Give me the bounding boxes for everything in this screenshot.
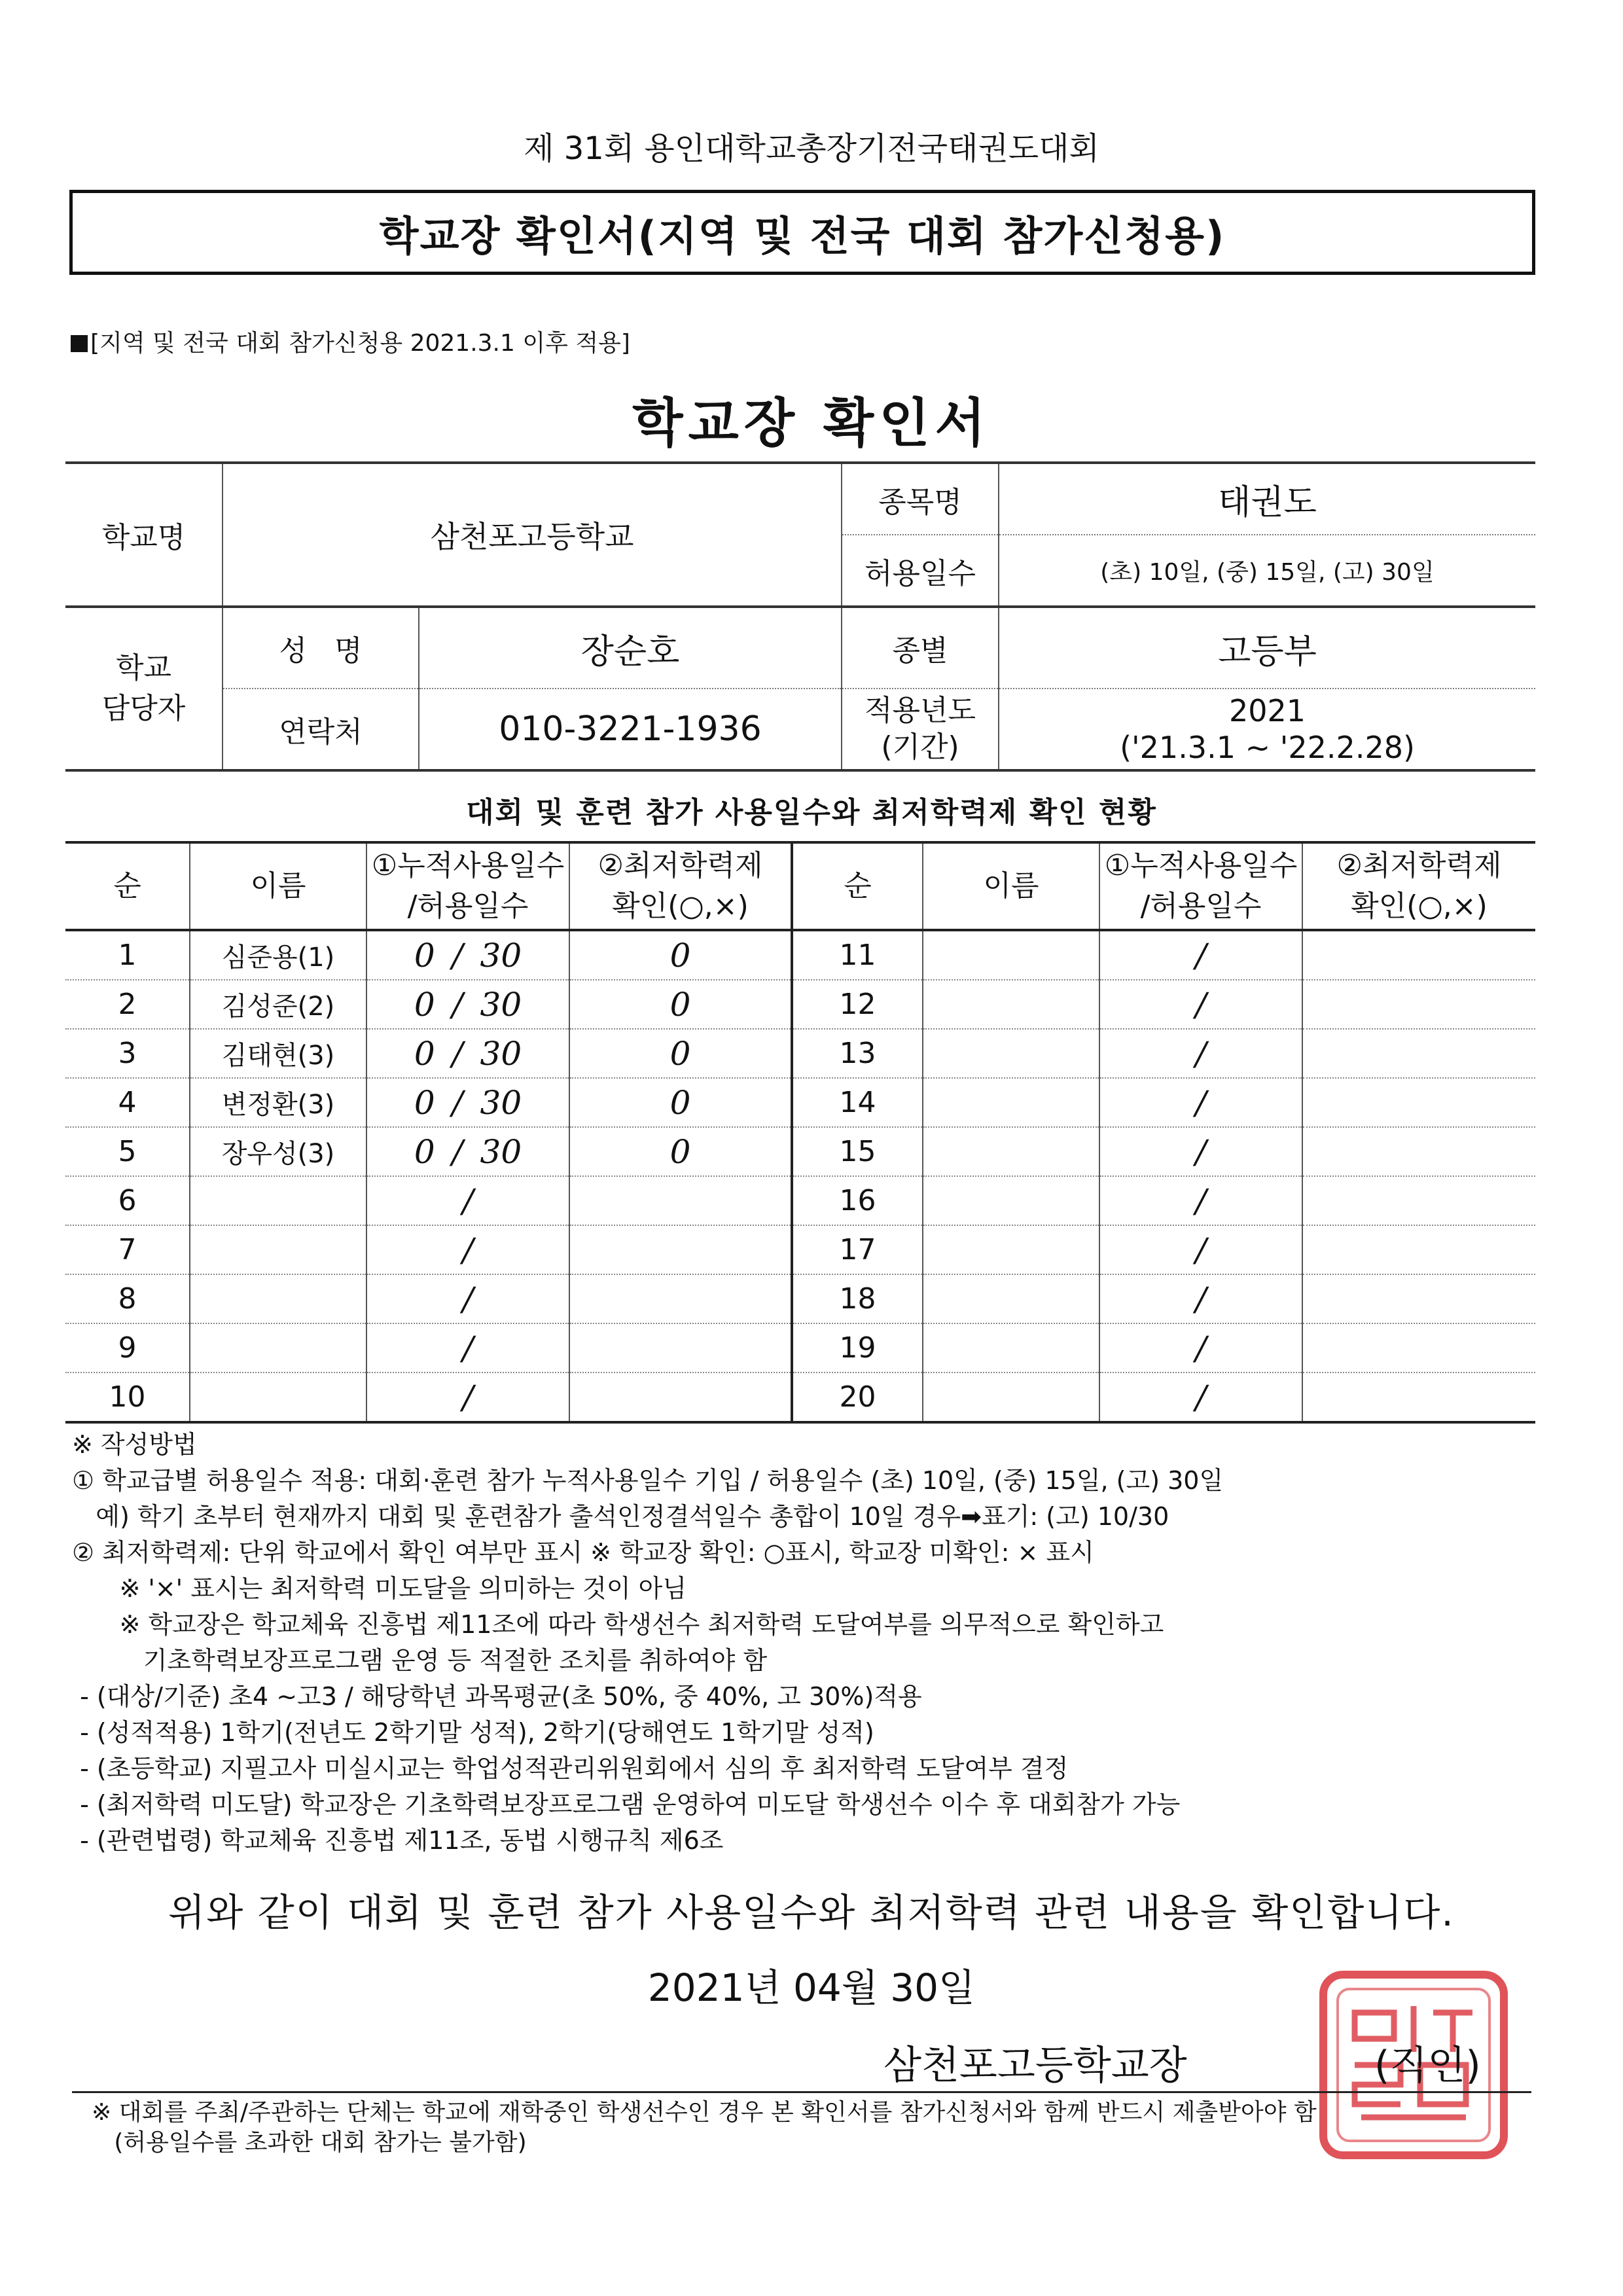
days-slash: / (1195, 1034, 1207, 1073)
used-days: 0 (414, 1083, 435, 1122)
method-line: ② 최저학력제: 단위 학교에서 확인 여부만 표시 ※ 학교장 확인: ○표시, 학교장 미확인: × 표시 (72, 1538, 1094, 1567)
row-academic-check: 0 (569, 930, 792, 980)
table-row (65, 1225, 1535, 1274)
scope-note (71, 325, 630, 358)
row-no: 14 (792, 1078, 923, 1127)
table-row (65, 930, 1535, 980)
method-line: - (대상/기준) 초4 ~고3 / 해당학년 과목평균(초 50%, 중 40%, 고 30%)적용 (72, 1682, 922, 1711)
row-days (366, 1323, 569, 1372)
period-text: ('21.3.1 ~ '22.2.28) (1120, 730, 1415, 765)
name-label: 성 명 (223, 607, 419, 689)
table-row (65, 1274, 1535, 1323)
method-line: - (관련법령) 학교체육 진흥법 제11조, 동법 시행규칙 제6조 (72, 1826, 724, 1855)
row-days (1099, 1274, 1302, 1323)
row-no: 9 (65, 1323, 190, 1372)
table-row (65, 1372, 1535, 1422)
square-bullet-icon (71, 335, 88, 352)
method-line: 예) 학기 초부터 현재까지 대회 및 훈련참가 출석인정결석일수 총합이 10일 경우➡표기: (고) 10/30 (72, 1502, 1169, 1531)
days-slash: / (1195, 1181, 1207, 1220)
table-row (65, 980, 1535, 1029)
table-row (65, 1127, 1535, 1176)
row-no: 16 (792, 1176, 923, 1225)
days-slash: / (1195, 1378, 1207, 1416)
row-name (923, 1127, 1099, 1176)
row-academic-check (569, 1274, 792, 1323)
row-name (923, 930, 1099, 980)
row-no: 7 (65, 1225, 190, 1274)
row-no: 19 (792, 1323, 923, 1372)
days-slash: / (462, 1378, 474, 1416)
header-name-right: 이름 (923, 842, 1099, 930)
allowed-days-value: (초) 10일, (중) 15일, (고) 30일 (1100, 559, 1435, 586)
header-academic-right: ②최저학력제 확인(○,×) (1302, 842, 1535, 930)
row-name (923, 980, 1099, 1029)
days-slash: / (452, 985, 463, 1024)
row-name (923, 1323, 1099, 1372)
row-no: 15 (792, 1127, 923, 1176)
row-days (1099, 1176, 1302, 1225)
row-no: 4 (65, 1078, 190, 1127)
row-days (1099, 1323, 1302, 1372)
allowed-days: 30 (480, 1132, 522, 1171)
method-line: ① 학교급별 허용일수 적용: 대회·훈련 참가 누적사용일수 기입 / 허용일수 (초) 10일, (중) 15일, (고) 30일 (72, 1466, 1224, 1495)
row-days (366, 1274, 569, 1323)
row-name (190, 1225, 366, 1274)
row-no: 2 (65, 980, 190, 1029)
row-no: 13 (792, 1029, 923, 1078)
days-slash: / (1195, 1280, 1207, 1318)
year-label: 적용년도 (기간) (842, 689, 999, 770)
row-days (366, 1225, 569, 1274)
used-days: 0 (414, 936, 435, 975)
days-slash: / (462, 1329, 474, 1367)
table-row (65, 1078, 1535, 1127)
allowed-days: 30 (480, 1034, 522, 1073)
row-academic-check: 0 (569, 980, 792, 1029)
row-days (366, 930, 569, 980)
status-heading: 대회 및 훈련 참가 사용일수와 최저학력제 확인 현황 (466, 796, 1157, 829)
header-no-left: 순 (65, 842, 190, 930)
row-name (923, 1372, 1099, 1422)
days-slash: / (1195, 936, 1207, 975)
row-name (923, 1078, 1099, 1127)
roster-table (65, 841, 1535, 1424)
header-days-left: ①누적사용일수 /허용일수 (366, 842, 569, 930)
row-academic-check (1302, 1323, 1535, 1372)
table-row (65, 1029, 1535, 1078)
row-no: 5 (65, 1127, 190, 1176)
row-no: 12 (792, 980, 923, 1029)
method-line: - (최저학력 미도달) 학교장은 기초학력보장프로그램 운영하여 미도달 학생선수 이수 후 대회참가 가능 (72, 1790, 1181, 1819)
row-name (923, 1225, 1099, 1274)
row-academic-check (1302, 1078, 1535, 1127)
footnote-divider (72, 2091, 1531, 2093)
row-no: 6 (65, 1176, 190, 1225)
document-title: 학교장 확인서 (632, 393, 991, 454)
row-academic-check: 0 (569, 1127, 792, 1176)
row-academic-check (569, 1372, 792, 1422)
days-slash: / (462, 1230, 474, 1269)
contact-label: 학교 담당자 (65, 607, 223, 770)
days-slash: / (452, 1083, 463, 1122)
row-academic-check (1302, 1274, 1535, 1323)
days-slash: / (452, 936, 463, 975)
row-no: 11 (792, 930, 923, 980)
row-name (923, 1274, 1099, 1323)
row-days (1099, 1127, 1302, 1176)
row-academic-check (1302, 1127, 1535, 1176)
row-name: 김성준(2) (190, 980, 366, 1029)
year-value (999, 689, 1535, 770)
seal-label: (직인) (1374, 2043, 1481, 2089)
row-no: 3 (65, 1029, 190, 1078)
allowed-days-label: 허용일수 (842, 535, 999, 607)
row-name: 심준용(1) (190, 930, 366, 980)
days-slash: / (1195, 1329, 1207, 1367)
allowed-days: 30 (480, 985, 522, 1024)
used-days: 0 (414, 1132, 435, 1171)
row-no: 1 (65, 930, 190, 980)
row-days (1099, 980, 1302, 1029)
row-academic-check (1302, 1029, 1535, 1078)
phone-value: 010-3221-1936 (419, 689, 842, 770)
year-text: 2021 (1228, 693, 1306, 728)
row-days (366, 1176, 569, 1225)
row-days (366, 980, 569, 1029)
row-no: 20 (792, 1372, 923, 1422)
allowed-days: 30 (480, 1083, 522, 1122)
row-academic-check (1302, 1372, 1535, 1422)
row-no: 10 (65, 1372, 190, 1422)
row-no: 17 (792, 1225, 923, 1274)
used-days: 0 (414, 1034, 435, 1073)
row-days (1099, 1078, 1302, 1127)
contact-name: 장순호 (419, 607, 842, 689)
days-slash: / (452, 1034, 463, 1073)
signer-name: 삼천포고등학교장 (883, 2043, 1187, 2089)
table-row (65, 1323, 1535, 1372)
division-value: 고등부 (999, 607, 1535, 689)
days-slash: / (1195, 985, 1207, 1024)
allowed-days: 30 (480, 936, 522, 975)
row-name (190, 1323, 366, 1372)
row-name (923, 1176, 1099, 1225)
method-line: - (초등학교) 지필고사 미실시교는 학업성적관리위원회에서 심의 후 최저학력 도달여부 결정 (72, 1754, 1069, 1783)
event-title: 제 31회 용인대학교총장기전국태권도대회 (524, 130, 1099, 167)
info-table (65, 461, 1535, 772)
row-academic-check (1302, 1176, 1535, 1225)
method-line: ※ 작성방법 (72, 1430, 197, 1459)
school-name: 삼천포고등학교 (223, 463, 842, 607)
row-academic-check (1302, 980, 1535, 1029)
method-line: ※ 학교장은 학교체육 진흥법 제11조에 따라 학생선수 최저학력 도달여부를 의무적으로 확인하고 (72, 1610, 1164, 1639)
row-academic-check (569, 1323, 792, 1372)
row-academic-check (569, 1176, 792, 1225)
row-no: 18 (792, 1274, 923, 1323)
row-name (190, 1274, 366, 1323)
row-no: 8 (65, 1274, 190, 1323)
phone-label: 연락처 (223, 689, 419, 770)
method-line: 기초학력보장프로그램 운영 등 적절한 조치를 취하여야 함 (72, 1646, 768, 1675)
used-days: 0 (414, 985, 435, 1024)
row-days (366, 1372, 569, 1422)
row-name: 김태현(3) (190, 1029, 366, 1078)
header-days-right: ①누적사용일수 /허용일수 (1099, 842, 1302, 930)
footnote-line: ※ 대회를 주최/주관하는 단체는 학교에 재학중인 학생선수인 경우 본 확인서를 참가신청서와 함께 반드시 제출받아야 함 (92, 2099, 1317, 2126)
row-name: 장우성(3) (190, 1127, 366, 1176)
header-name-left: 이름 (190, 842, 366, 930)
row-academic-check (1302, 930, 1535, 980)
banner-title: 학교장 확인서(지역 및 전국 대회 참가신청용) (69, 190, 1535, 275)
school-label: 학교명 (65, 463, 223, 607)
footnote-line: (허용일수를 초과한 대회 참가는 불가함) (92, 2129, 527, 2156)
sport-label: 종목명 (842, 463, 999, 535)
row-academic-check: 0 (569, 1029, 792, 1078)
row-days (1099, 1029, 1302, 1078)
sport-value: 태권도 (999, 463, 1535, 535)
confirmation-date: 2021년 04월 30일 (647, 1965, 976, 2010)
row-academic-check (569, 1225, 792, 1274)
days-slash: / (1195, 1083, 1207, 1122)
writing-method (72, 1427, 1544, 1859)
header-no-right: 순 (792, 842, 923, 930)
row-days (366, 1029, 569, 1078)
row-name (190, 1176, 366, 1225)
row-name (190, 1372, 366, 1422)
scope-note-text: [지역 및 전국 대회 참가신청용 2021.3.1 이후 적용] (90, 330, 630, 357)
days-slash: / (462, 1280, 474, 1318)
footnote (92, 2098, 1317, 2158)
days-slash: / (452, 1132, 463, 1171)
row-days (1099, 1372, 1302, 1422)
row-days (366, 1127, 569, 1176)
row-academic-check (1302, 1225, 1535, 1274)
row-name: 변정환(3) (190, 1078, 366, 1127)
method-line: ※ '×' 표시는 최저학력 미도달을 의미하는 것이 아님 (72, 1574, 687, 1603)
table-row (65, 1176, 1535, 1225)
header-academic-left: ②최저학력제 확인(○,×) (569, 842, 792, 930)
method-line: - (성적적용) 1학기(전년도 2학기말 성적), 2학기(당해연도 1학기말 성적) (72, 1718, 874, 1747)
confirmation-text: 위와 같이 대회 및 훈련 참가 사용일수와 최저학력 관련 내용을 확인합니다. (168, 1890, 1455, 1935)
days-slash: / (462, 1181, 474, 1220)
days-slash: / (1195, 1132, 1207, 1171)
division-label: 종별 (842, 607, 999, 689)
row-academic-check: 0 (569, 1078, 792, 1127)
row-days (1099, 930, 1302, 980)
row-days (1099, 1225, 1302, 1274)
row-name (923, 1029, 1099, 1078)
row-days (366, 1078, 569, 1127)
days-slash: / (1195, 1230, 1207, 1269)
